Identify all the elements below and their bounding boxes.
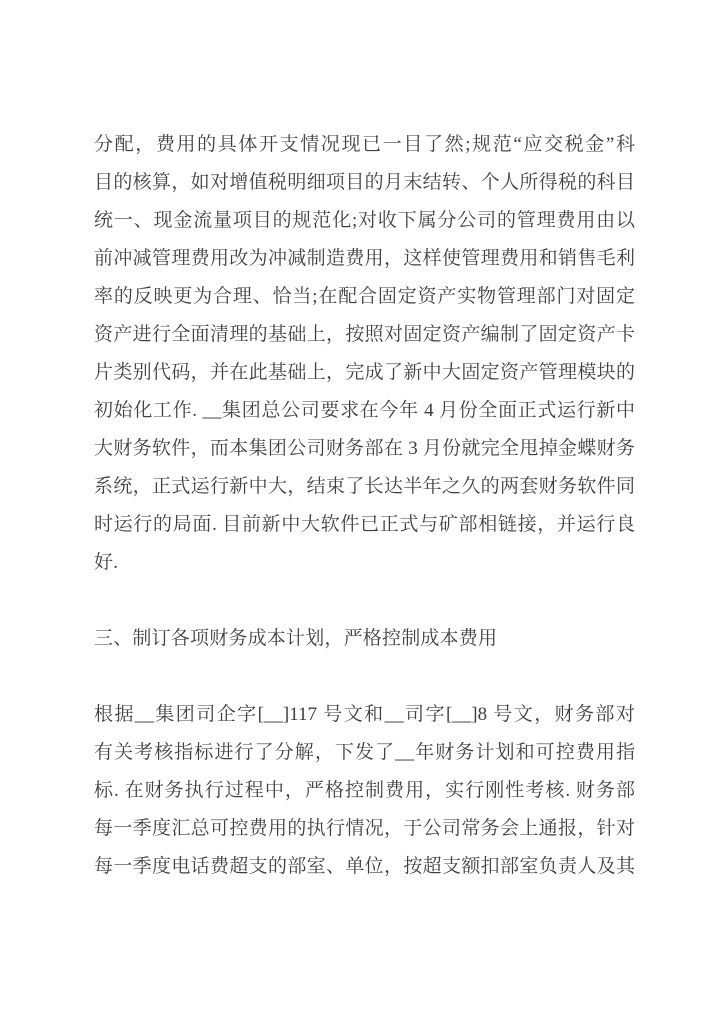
text-line: 率的反映更为合理、恰当;在配合固定资产实物管理部门对固定: [94, 286, 635, 307]
text-line: 分配，费用的具体开支情况现已一目了然;规范“应交税金”科: [94, 134, 635, 155]
text-line: 有关考核指标进行了分解，下发了__年财务计划和可控费用指: [94, 742, 635, 763]
text-line: 前冲减管理费用改为冲减制造费用，这样使管理费用和销售毛利: [94, 248, 635, 269]
text-line: 根据__集团司企字[__]117 号文和__司字[__]8 号文，财务部对: [94, 704, 635, 725]
text-line: 片类别代码，并在此基础上，完成了新中大固定资产管理模块的: [94, 362, 635, 383]
blank-line: [94, 582, 635, 620]
text-line: 目的核算，如对增值税明细项目的月末结转、个人所得税的科目: [94, 172, 635, 193]
text-line: 资产进行全面清理的基础上，按照对固定资产编制了固定资产卡: [94, 324, 635, 345]
text-line: 每一季度电话费超支的部室、单位，按超支额扣部室负责人及其: [94, 856, 635, 877]
paragraph-1: [94, 126, 635, 582]
text-line: 标. 在财务执行过程中，严格控制费用，实行刚性考核. 财务部: [94, 780, 635, 801]
blank-line: [94, 658, 635, 696]
text-line: 大财务软件，而本集团公司财务部在 3 月份就完全甩掉金蝶财务: [94, 438, 635, 459]
text-line: 统一、现金流量项目的规范化;对收下属分公司的管理费用由以: [94, 210, 635, 231]
section-heading: 三、制订各项财务成本计划，严格控制成本费用: [94, 628, 498, 649]
paragraph-2: [94, 696, 635, 886]
text-line: 系统，正式运行新中大，结束了长达半年之久的两套财务软件同: [94, 476, 635, 497]
text-line: 初始化工作. __集团总公司要求在今年 4 月份全面正式运行新中: [94, 400, 635, 421]
text-line: 时运行的局面. 目前新中大软件已正式与矿部相链接，并运行良: [94, 514, 635, 535]
text-line: 好.: [94, 552, 119, 573]
document-content: [94, 126, 635, 886]
text-line: 每一季度汇总可控费用的执行情况，于公司常务会上通报，针对: [94, 818, 635, 839]
